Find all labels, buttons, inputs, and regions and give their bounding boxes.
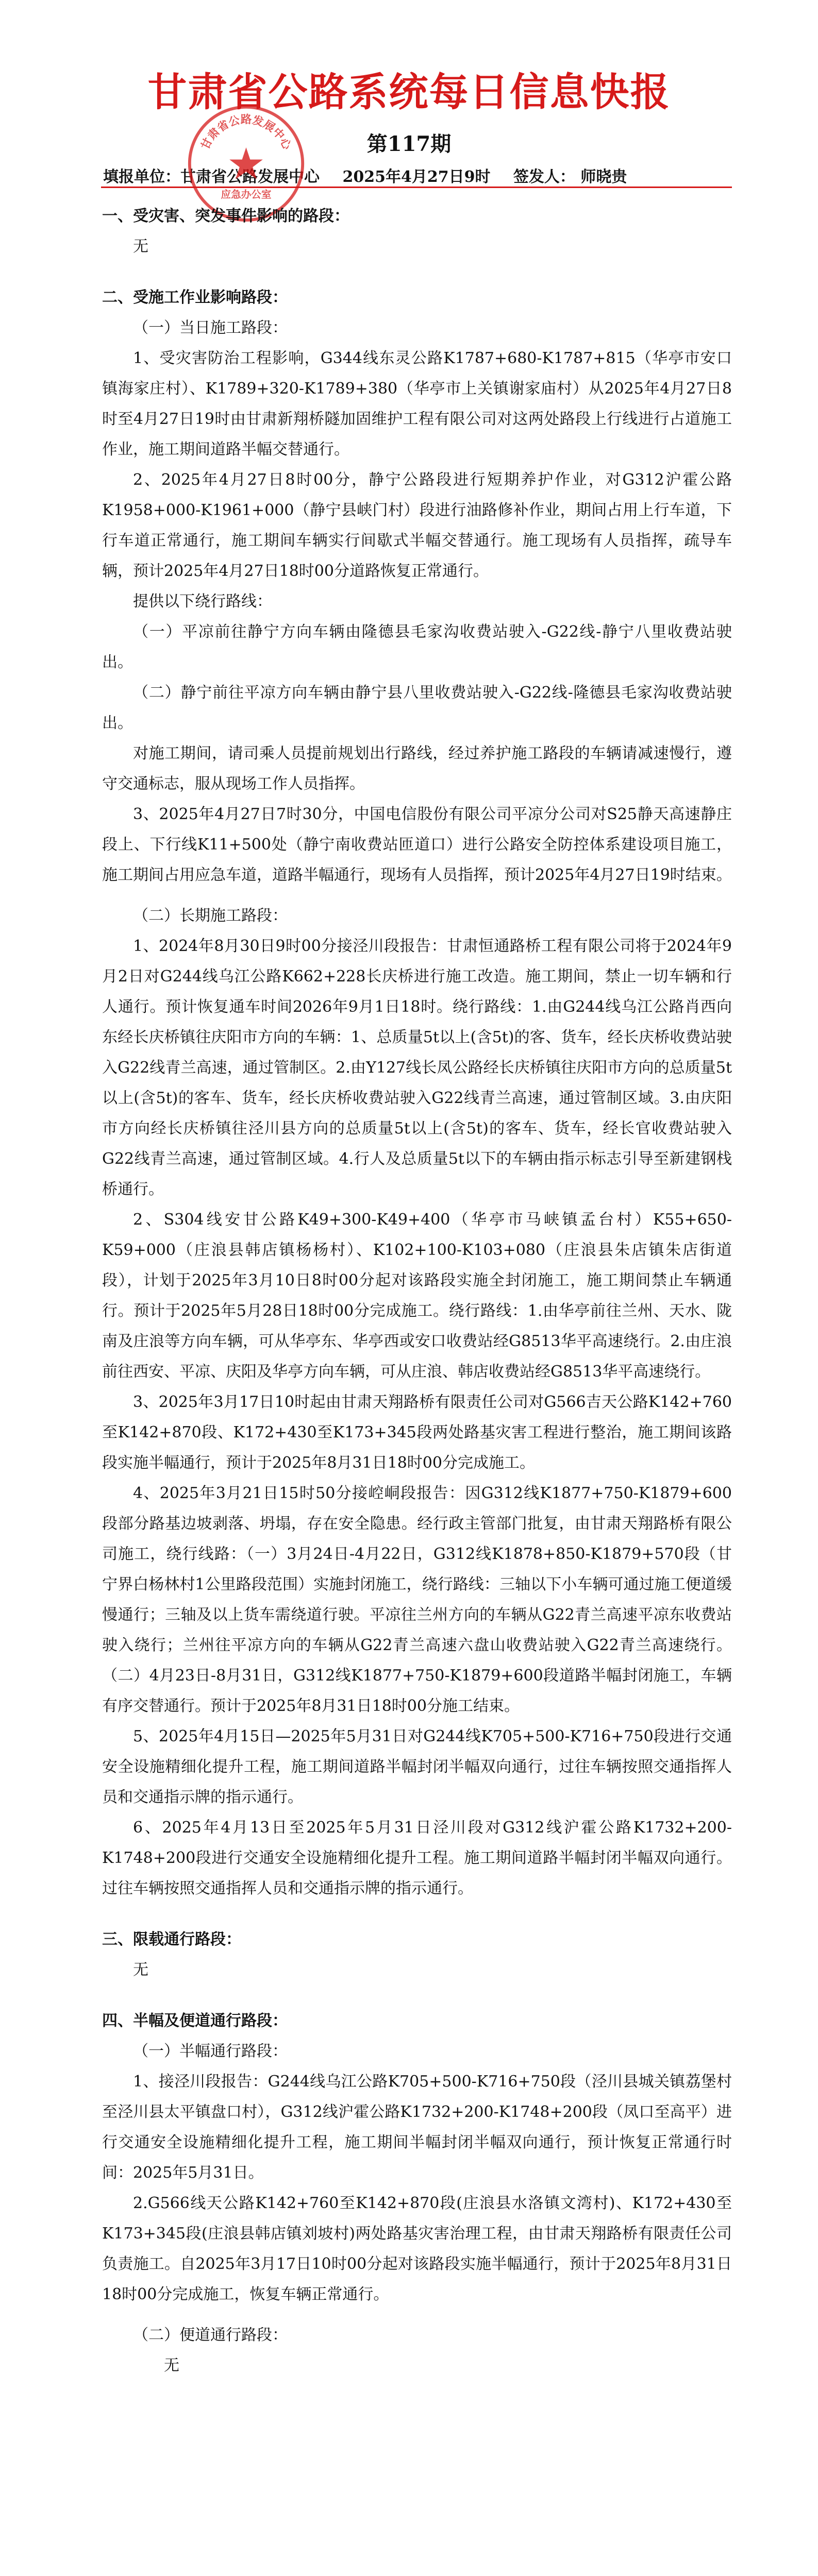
section-2-heading: 二、受施工作业影响路段： [102,289,288,307]
paragraph: 对施工期间，请司乘人员提前规划出行路线，经过养护施工路段的车辆请减速慢行，遵守交通标志，服从现场工作人员指挥。 [102,744,732,793]
paragraph: 2、2025年4月27日8时00分，静宁公路段进行短期养护作业，对G312沪霍公路K1958+000-K1961+000（静宁县峡门村）段进行油路修补作业，期间占用上行车道，下行车道正常通行，施工期间车辆实行间歇式半幅交替通行。施工现场有人员指挥，疏导车辆，预计2025年4月27日18时00分道路恢复正常通行。 [102,471,732,580]
section-3-heading: 三、限载通行路段： [102,1930,241,1948]
reporting-unit: 填报单位：甘肃省公路发展中心 [103,168,320,186]
bulletin-title: 甘肃省公路系统每日信息快报 [147,69,671,115]
paragraph: 3、2025年4月27日7时30分，中国电信股份有限公司平凉分公司对S25静天高速静庄段上、下行线K11+500处（静宁南收费站匝道口）进行公路安全防控体系建设项目施工，施工期间占用应急车道，道路半幅通行，现场有人员指挥，预计2025年4月27日19时结束。 [102,805,732,884]
issue-number: 第117期 [366,132,452,156]
signer: 签发人： 师晓贵 [513,168,627,186]
paragraph: 4、2025年3月21日15时50分接崆峒段报告：因G312线K1877+750-K1879+600段部分路基边坡剥落、坍塌，存在安全隐患。经行政主管部门批复，由甘肃天翔路桥有限公司施工，绕行线路：（一）3月24日-4月22日，G312线K1878+850-K1879+570段（甘宁界白杨林村1公里路段范围）实施封闭施工，绕行路线：三轴以下小车辆可通过施工便道缓慢通行；三轴及以上货车需绕道行驶。平凉往兰州方向的车辆从G22青兰高速平凉东收费站驶入绕行；兰州往平凉方向的车辆从G22青兰高速六盘山收费站驶入G22青兰高速绕行。（二）4月23日-8月31日，G312线K1877+750-K1879+600段道路半幅封闭施工，车辆有序交替通行。预计于2025年8月31日18时00分施工结束。 [102,1484,732,1715]
paragraph: 2.G566线天公路K142+760至K142+870段(庄浪县水洛镇文湾村)、K172+430至K173+345段(庄浪县韩店镇刘坡村)两处路基灾害治理工程，由甘肃天翔路桥有限责任公司负责施工。自2025年3月17日10时00分起对该路段实施半幅通行，预计于2025年8月31日18时00分完成施工，恢复车辆正常通行。 [102,2194,732,2303]
paragraph: （一）平凉前往静宁方向车辆由隆德县毛家沟收费站驶入-G22线-静宁八里收费站驶出。 [102,623,732,671]
section-2-sub2-heading: （二）长期施工路段： [133,907,288,925]
paragraph: （二）静宁前往平凉方向车辆由静宁县八里收费站驶入-G22线-隆德县毛家沟收费站驶出。 [102,684,732,732]
section-4-heading: 四、半幅及便道通行路段： [102,2012,288,2030]
section-1-none: 无 [133,238,148,256]
report-date: 2025年4月27日9时 [342,168,491,186]
paragraph: 5、2025年4月15日—2025年5月31日对G244线K705+500-K716+750段进行交通安全设施精细化提升工程，施工期间道路半幅封闭半幅双向通行，过往车辆按照交通指挥人员和交通指示牌的指示通行。 [102,1727,732,1806]
paragraph: 1、接泾川段报告：G244线乌江公路K705+500-K716+750段（泾川县城关镇荔堡村至泾川县太平镇盘口村），G312线沪霍公路K1732+200-K1748+200段（凤口至高平）进行交通安全设施精细化提升工程，施工期间半幅封闭半幅双向通行，预计恢复正常通行时间：2025年5月31日。 [102,2073,732,2182]
section-1-heading: 一、受灾害、突发事件影响的路段： [102,207,349,225]
paragraph: 6、2025年4月13日至2025年5月31日泾川段对G312线沪霍公路K1732+200-K1748+200段进行交通安全设施精细化提升工程。施工期间道路半幅封闭半幅双向通行。过往车辆按照交通指挥人员和交通指示牌的指示通行。 [102,1819,732,1897]
paragraph: 1、受灾害防治工程影响，G344线东灵公路K1787+680-K1787+815（华亭市安口镇海家庄村）、K1789+320-K1789+380（华亭市上关镇谢家庙村）从2025年4月27日8时至4月27日19时由甘肃新翔桥隧加固维护工程有限公司对这两处路段上行线进行占道施工作业，施工期间道路半幅交替通行。 [102,349,732,459]
seal-outer-text: 甘肃省公路发展中心 [198,113,294,152]
seal-inner-text: 应急办公室 [221,189,272,201]
section-4-none: 无 [164,2357,179,2375]
section-2-sub1-heading: （一）当日施工路段： [133,319,288,337]
bulletin-content [102,201,732,2381]
paragraph: 1、2024年8月30日9时00分接泾川段报告：甘肃恒通路桥工程有限公司将于2024年9月2日对G244线乌江公路K662+228长庆桥进行施工改造。施工期间，禁止一切车辆和行人通行。预计恢复通车时间2026年9月1日18时。绕行路线：1.由G244线乌江公路肖西向东经长庆桥镇往庆阳市方向的车辆：1、总质量5t以上(含5t)的客、货车，经长庆桥收费站驶入G22线青兰高速，通过管制区。2.由Y127线长凤公路经长庆桥镇往庆阳市方向的总质量5t以上(含5t)的客车、货车，经长庆桥收费站驶入G22线青兰高速，通过管制区域。3.由庆阳市方向经长庆桥镇往泾川县方向的总质量5t以上(含5t)的客车、货车，经长官收费站驶入G22线青兰高速，通过管制区域。4.行人及总质量5t以下的车辆由指示标志引导至新建钢栈桥通行。 [102,937,732,1198]
section-4-sub2-heading: （二）便道通行路段： [133,2326,288,2344]
section-4-sub1-heading: （一）半幅通行路段： [133,2042,288,2060]
section-3-none: 无 [133,1961,148,1979]
paragraph: 2、S304线安甘公路K49+300-K49+400（华亭市马峡镇孟台村）K55+650-K59+000（庄浪县韩店镇杨杨村）、K102+100-K103+080（庄浪县朱店镇朱店街道段），计划于2025年3月10日8时00分起对该路段实施全封闭施工，施工期间禁止车辆通行。预计于2025年5月28日18时00分完成施工。绕行路线：1.由华亭前往兰州、天水、陇南及庄浪等方向车辆，可从华亭东、华亭西或安口收费站经G8513华平高速绕行。2.由庄浪前往西安、平凉、庆阳及华亭方向车辆，可从庄浪、韩店收费站经G8513华平高速绕行。 [102,1211,732,1381]
paragraph: 提供以下绕行路线： [133,592,272,611]
paragraph: 3、2025年3月17日10时起由甘肃天翔路桥有限责任公司对G566吉天公路K142+760至K142+870段、K172+430至K173+345段两处路基灾害工程进行整治，施工期间该路段实施半幅通行，预计于2025年8月31日18时00分完成施工。 [102,1393,732,1472]
